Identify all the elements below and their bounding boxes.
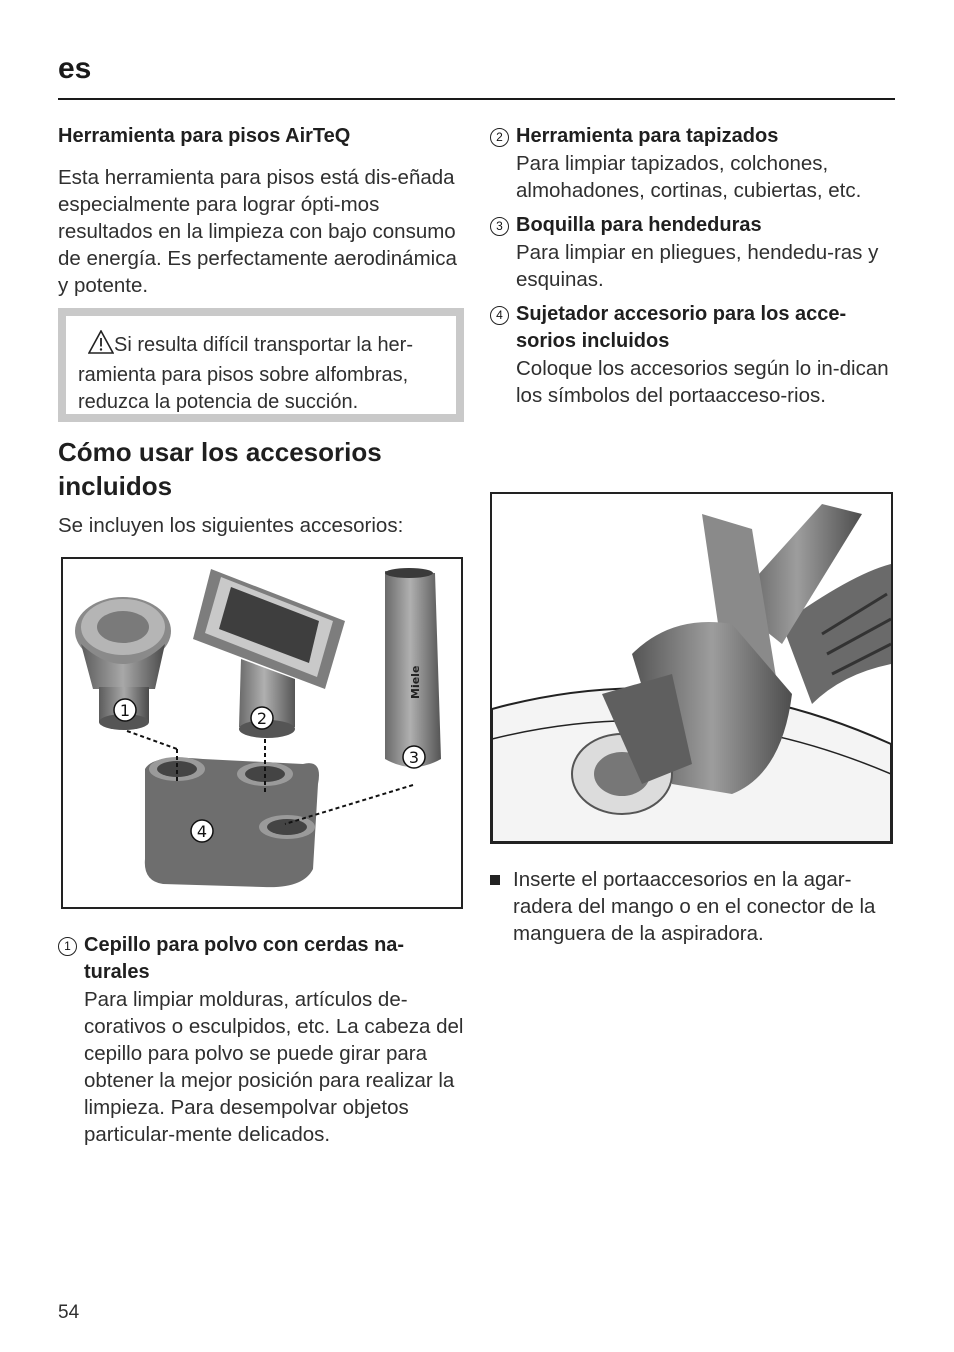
- callout-1: [114, 699, 136, 721]
- accessories-illustration: [61, 557, 463, 909]
- item-title: Boquilla para hendeduras: [516, 214, 762, 236]
- accessory-list-right: [490, 123, 895, 417]
- language-code: es: [58, 52, 92, 85]
- warning-triangle-icon: [88, 330, 114, 362]
- holder-in-use-illustration: [490, 492, 893, 844]
- svg-text:2: 2: [256, 709, 268, 728]
- section-heading-airteq: Herramienta para pisos AirTeQ: [58, 125, 351, 147]
- item-title: Sujetador accesorio para los acce-sorios incluidos: [516, 303, 847, 352]
- svg-text:1: 1: [119, 701, 131, 720]
- svg-text:4: 4: [196, 822, 208, 841]
- page-number: 54: [58, 1302, 80, 1323]
- instruction-bullet: [490, 866, 895, 947]
- accessories-intro: Se incluyen los siguientes accesorios:: [58, 514, 404, 537]
- section-body-airteq: Esta herramienta para pisos está dis-eñada especialmente para lograr ópti-mos resultados en la limpieza con bajo consumo de energía. Es perfectamente aerodinámica y potente.: [58, 166, 457, 297]
- section-airteq: [58, 123, 464, 299]
- callout-2: [251, 707, 273, 729]
- list-item: [58, 932, 464, 1148]
- section-heading-accessories: Cómo usar los accesorios incluidos: [58, 437, 382, 501]
- item-description: Para limpiar molduras, artículos de-corativos o esculpidos, etc. La cabeza del cepillo para polvo se puede girar para obtener la mejor posición para realizar la limpieza. Para desempolvar objetos particular-mente delicados.: [84, 988, 464, 1146]
- item-title: Herramienta para tapizados: [516, 125, 779, 147]
- callout-3: [403, 746, 425, 768]
- item-description: Para limpiar en pliegues, hendedu-ras y esquinas.: [516, 241, 879, 291]
- accessory-holder-shape: [145, 757, 319, 887]
- bullet-square-icon: [490, 875, 500, 885]
- bullet-text: Inserte el portaaccesorios en la agar-radera del mango o en el conector de la manguera de la aspiradora.: [513, 868, 876, 945]
- item-number: 4: [490, 306, 509, 325]
- warning-text: Si resulta difícil transportar la her-ramienta para pisos sobre alfombras, reduzca la potencia de succión.: [78, 334, 414, 413]
- list-item: [490, 123, 895, 204]
- item-number: 3: [490, 217, 509, 236]
- warning-box: [58, 308, 464, 422]
- item-description: Para limpiar tapizados, colchones, almohadones, cortinas, cubiertas, etc.: [516, 152, 862, 202]
- callout-4: [191, 820, 213, 842]
- item-number: 2: [490, 128, 509, 147]
- header-rule: [58, 98, 895, 100]
- crevice-nozzle-shape: [385, 568, 441, 767]
- accessory-list-left: [58, 932, 464, 1156]
- brand-label: Miele: [409, 665, 422, 699]
- svg-text:3: 3: [408, 748, 420, 767]
- item-description: Coloque los accesorios según lo in-dican los símbolos del portaacceso-rios.: [516, 357, 889, 407]
- item-title: Cepillo para polvo con cerdas na-turales: [84, 934, 405, 983]
- list-item: [490, 212, 895, 293]
- list-item: [490, 301, 895, 409]
- item-number: 1: [58, 937, 77, 956]
